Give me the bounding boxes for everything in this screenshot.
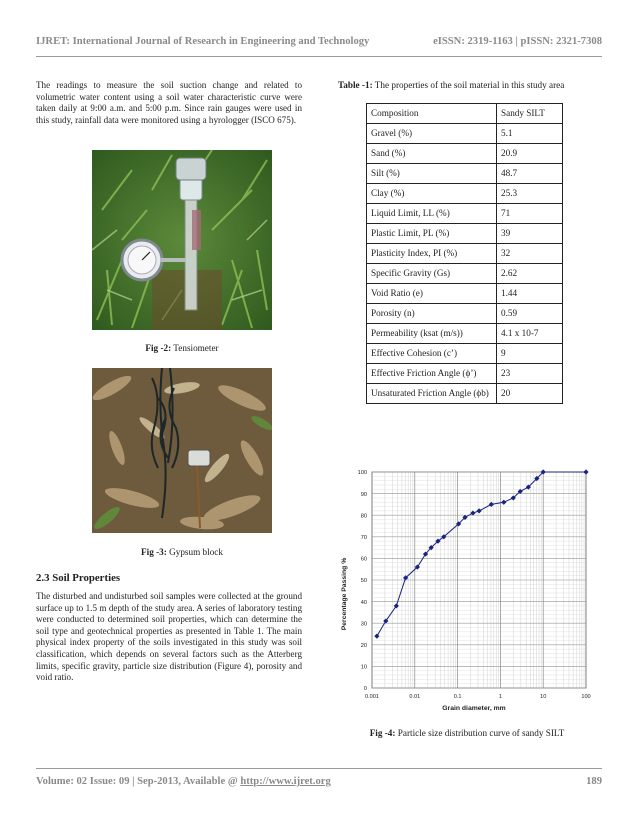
property-name-cell: Plastic Limit, PL (%) (367, 224, 497, 244)
property-name-cell: Silt (%) (367, 164, 497, 184)
fig3-caption (92, 547, 272, 557)
fig3-text: Gypsum block (166, 547, 223, 557)
property-name-cell: Liquid Limit, LL (%) (367, 204, 497, 224)
property-name-cell: Sand (%) (367, 144, 497, 164)
table-row (367, 204, 563, 224)
fig4-caption (336, 728, 598, 738)
table1-caption-text: The properties of the soil material in this study area (372, 80, 565, 90)
table-row (367, 124, 563, 144)
property-name-cell: Gravel (%) (367, 124, 497, 144)
footer-volume-text: Volume: 02 Issue: 09 | Sep-2013, Available @ (36, 776, 241, 787)
property-value-cell: 71 (497, 204, 563, 224)
property-value-cell: 1.44 (497, 284, 563, 304)
soil-properties-paragraph: The disturbed and undisturbed soil samples were collected at the ground surface up to 1.5 m depth of the study area. A series of laboratory testing were conducted to determined soil properties, which can determine the soil type and geotechnical properties as presented in Table 1. The main physical index property of the soils investigated in this study was soil classification, which depends on several factors such as the Atterberg limits, specific gravity, particle size distribution (Figure 4), porosity and void ratio. (36, 591, 302, 683)
property-value-cell: Sandy SILT (497, 104, 563, 124)
table-row (367, 184, 563, 204)
property-value-cell: 25.3 (497, 184, 563, 204)
x-tick-label: 0.1 (453, 694, 462, 700)
journal-link[interactable]: http://www.ijret.org (240, 776, 331, 787)
property-name-cell: Specific Gravity (Gs) (367, 264, 497, 284)
y-tick-label: 10 (360, 664, 367, 671)
gypsum-block-photo (92, 368, 272, 533)
fig4-text: Particle size distribution curve of sandy SILT (395, 728, 565, 738)
table-row (367, 164, 563, 184)
journal-name: IJRET: International Journal of Research in Engineering and Technology (36, 36, 370, 47)
x-tick-label: 10 (540, 694, 547, 700)
y-tick-label: 30 (360, 621, 367, 628)
table-row (367, 144, 563, 164)
table-row (367, 364, 563, 384)
fig2-text: Tensiometer (171, 343, 219, 353)
footer-rule (36, 768, 602, 769)
property-name-cell: Effective Friction Angle (ϕ’) (367, 364, 497, 384)
property-name-cell: Composition (367, 104, 497, 124)
x-tick-label: 0.01 (409, 694, 421, 700)
property-value-cell: 39 (497, 224, 563, 244)
table-row (367, 264, 563, 284)
x-tick-label: 1 (498, 694, 502, 700)
header-rule (36, 56, 602, 57)
y-axis-label: Percentage Passing % (341, 557, 348, 631)
y-tick-label: 100 (357, 470, 367, 477)
x-tick-label: 0.001 (365, 694, 379, 700)
property-name-cell: Permeability (ksat (m/s)) (367, 324, 497, 344)
table1-caption (338, 80, 564, 90)
particle-size-chart (336, 464, 598, 720)
property-value-cell: 32 (497, 244, 563, 264)
fig2-label: Fig -2: (145, 343, 172, 353)
y-tick-label: 70 (360, 535, 367, 541)
property-value-cell: 2.62 (497, 264, 563, 284)
page-number: 189 (586, 776, 602, 787)
fig2-caption (92, 343, 272, 353)
property-name-cell: Effective Cohesion (c’) (367, 344, 497, 364)
property-value-cell: 20.9 (497, 144, 563, 164)
table-row (367, 244, 563, 264)
table-row (367, 104, 563, 124)
x-tick-label: 100 (581, 694, 591, 700)
y-tick-label: 40 (360, 599, 367, 606)
property-value-cell: 20 (497, 384, 563, 404)
property-value-cell: 48.7 (497, 164, 563, 184)
property-name-cell: Void Ratio (e) (367, 284, 497, 304)
y-tick-label: 20 (360, 643, 367, 649)
fig3-label: Fig -3: (141, 547, 167, 557)
section-heading: 2.3 Soil Properties (36, 572, 121, 584)
running-header (36, 36, 602, 47)
y-tick-label: 60 (360, 556, 367, 563)
property-value-cell: 4.1 x 10-7 (497, 324, 563, 344)
table-row (367, 384, 563, 404)
table1-label: Table -1: (338, 80, 373, 90)
table-row (367, 224, 563, 244)
property-value-cell: 23 (497, 364, 563, 384)
table-row (367, 344, 563, 364)
property-value-cell: 9 (497, 344, 563, 364)
property-value-cell: 0.59 (497, 304, 563, 324)
footer-volume (36, 776, 331, 787)
fig4-label: Fig -4: (369, 728, 396, 738)
table-row (367, 324, 563, 344)
property-name-cell: Clay (%) (367, 184, 497, 204)
intro-paragraph: The readings to measure the soil suction change and related to volumetric water content using a soil water characteristic curve were taken daily at 9:00 a.m. and 5:00 p.m. Since rain gauges were used in this study, rainfall data were monitored using a hyrologger (ISCO 675). (36, 80, 302, 125)
issn-numbers: eISSN: 2319-1163 | pISSN: 2321-7308 (433, 36, 602, 47)
y-tick-label: 80 (360, 513, 367, 520)
x-axis-label: Grain diameter, mm (442, 705, 506, 712)
property-name-cell: Plasticity Index, PI (%) (367, 244, 497, 264)
property-value-cell: 5.1 (497, 124, 563, 144)
y-tick-label: 90 (360, 491, 367, 498)
property-name-cell: Unsaturated Friction Angle (ϕb) (367, 384, 497, 404)
tensiometer-photo (92, 150, 272, 330)
table-row (367, 304, 563, 324)
soil-properties-table (366, 103, 563, 404)
table-row (367, 284, 563, 304)
y-tick-label: 50 (360, 578, 367, 585)
property-name-cell: Porosity (n) (367, 304, 497, 324)
y-tick-label: 0 (363, 686, 367, 693)
running-footer (36, 776, 602, 787)
